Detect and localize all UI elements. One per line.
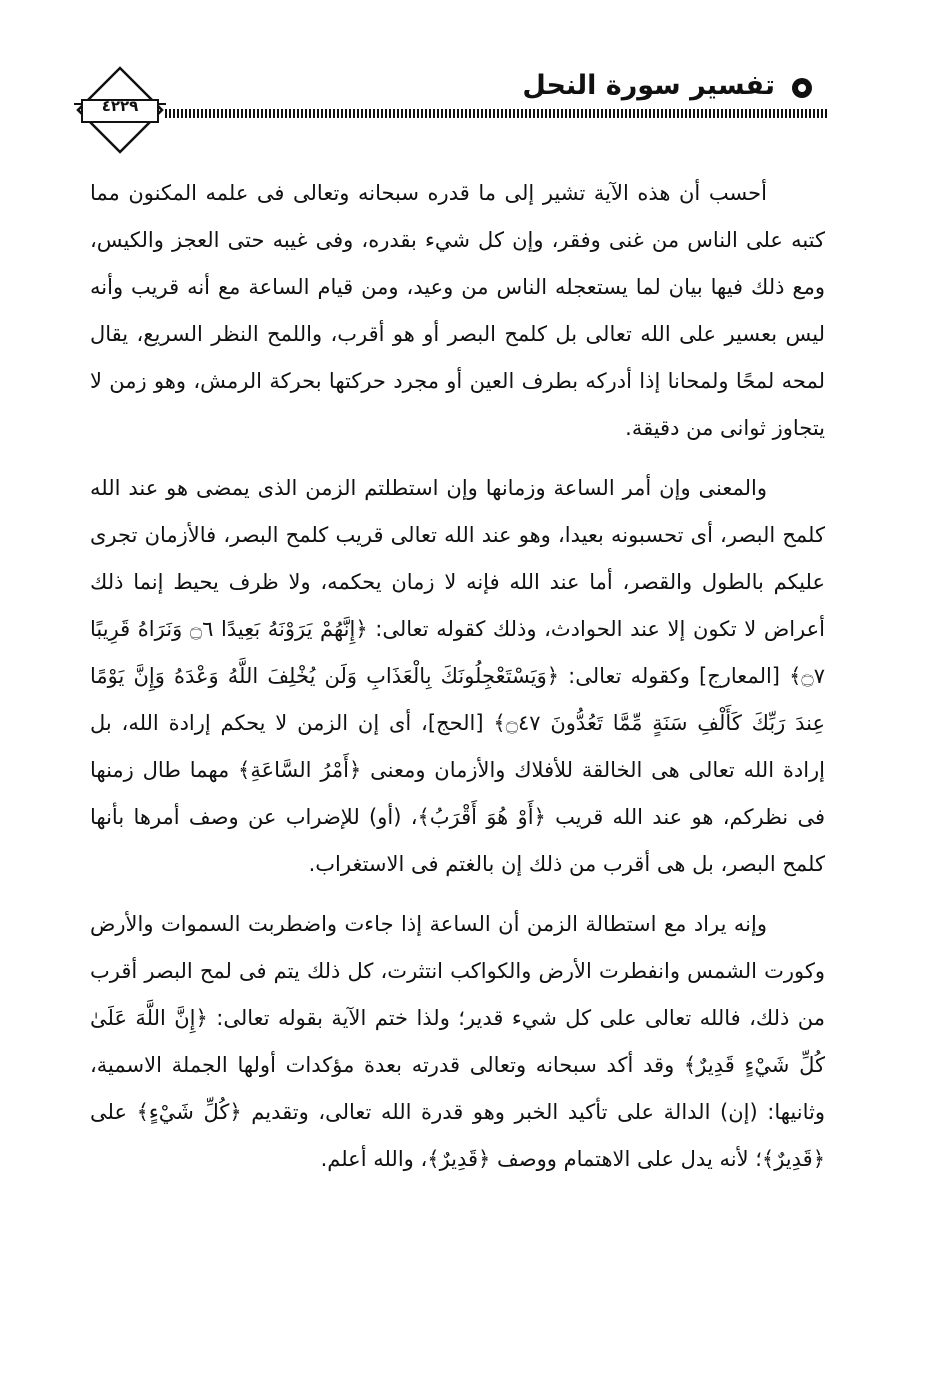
running-title: تفسير سورة النحل	[522, 70, 775, 101]
page-header	[70, 60, 845, 160]
paragraph-3: وإنه يراد مع استطالة الزمن أن الساعة إذا جاءت واضطربت السموات والأرض وكورت الشمس وانفطرت الأرض والكواكب انتثرت، كل ذلك يتم فى لمح البصر أقرب من ذلك، فالله تعالى على كل شيء قدير؛ ولذا ختم الآية بقوله تعالى: ﴿إِنَّ اللَّهَ عَلَىٰ كُلِّ شَيْءٍ قَدِيرٌ﴾ وقد أكد سبحانه وتعالى قدرته بعدة مؤكدات أولها الجملة الاسمية، وثانيها: (إن) الدالة على تأكيد الخبر وهو قدرة الله تعالى، وتقديم ﴿كُلِّ شَيْءٍ﴾ على ﴿قَدِيرٌ﴾؛ لأنه يدل على الاهتمام ووصف ﴿قَدِيرٌ﴾، والله أعلم.	[90, 912, 825, 1171]
header-rule	[165, 109, 827, 118]
ornament-icon	[789, 75, 815, 101]
page-number: ٤٢٢٩	[101, 97, 139, 115]
paragraph-2: والمعنى وإن أمر الساعة وزمانها وإن استطلتم الزمن الذى يمضى هو عند الله كلمح البصر، أى تحسبونه بعيدا، وهو عند الله تعالى قريب كلمح البصر، فالأزمان تجرى عليكم بالطول والقصر، أما عند الله فإنه لا زمان يحكمه، ولا ظرف يحيط إنما ذلك أعراض لا تكون إلا عند الحوادث، وذلك كقوله تعالى: ﴿إِنَّهُمْ يَرَوْنَهُ بَعِيدًا ۝٦ وَنَرَاهُ قَرِيبًا ۝٧﴾ [المعارج] وكقوله تعالى: ﴿وَيَسْتَعْجِلُونَكَ بِالْعَذَابِ وَلَن يُخْلِفَ اللَّهُ وَعْدَهُ وَإِنَّ يَوْمًا عِندَ رَبِّكَ كَأَلْفِ سَنَةٍ مِّمَّا تَعُدُّونَ ۝٤٧﴾ [الحج]، أى إن الزمن لا يحكم إرادة الله، بل إرادة الله تعالى هى الخالقة للأفلاك والأزمان ومعنى ﴿أَمْرُ السَّاعَةِ﴾ مهما طال زمنها فى نظركم، هو عند الله قريب ﴿أَوْ هُوَ أَقْرَبُ﴾، (أو) للإضراب عن وصف أمرها بأنها كلمح البصر، بل هى أقرب من ذلك إن بالغتم فى الاستغراب.	[90, 476, 826, 876]
tafsir-text	[90, 170, 825, 1196]
paragraph-1: أحسب أن هذه الآية تشير إلى ما قدره سبحانه وتعالى فى علمه المكنون مما كتبه على الناس من غنى وفقر، وإن كل شيء بقدره، وفى غيبه حتى العجز والكيس، ومع ذلك فيها بيان لما يستعجله الناس من وعيد، ومن قيام الساعة مع أنه قريب وأنه ليس بعسير على الله تعالى بل كلمح البصر أو هو أقرب، واللمح النظر السريع، يقال لمحه لمحًا ولمحانا إذا أدركه بطرف العين أو مجرد حركتها بحركة الرمش، وهو زمن لا يتجاوز ثوانى من دقيقة.	[90, 181, 825, 440]
